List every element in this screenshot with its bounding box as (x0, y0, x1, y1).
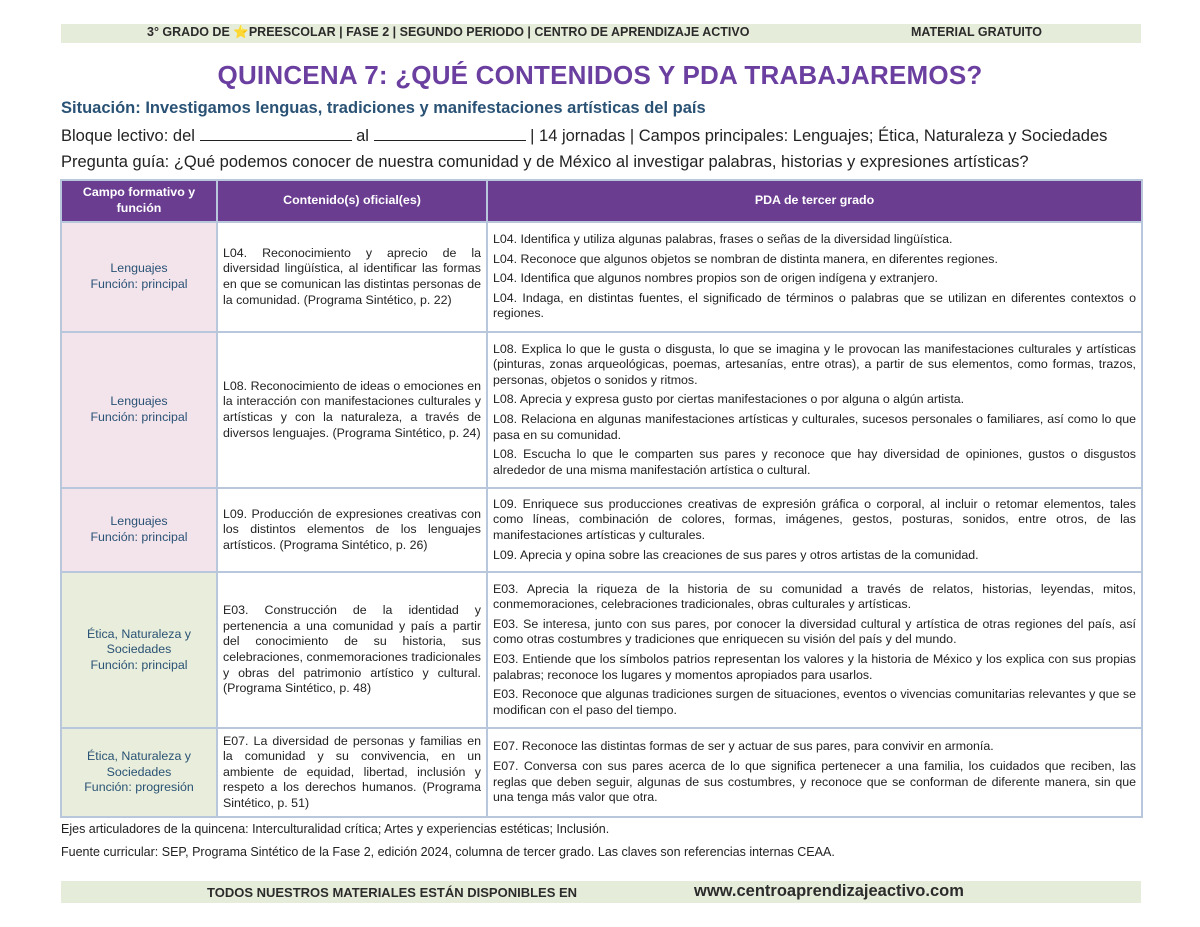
pda-item: E03. Entiende que los símbolos patrios representan los valores y la historia de México y los explica con sus propias palabras; reconoce los lugares y momentos apropiados para usarlos. (493, 652, 1136, 682)
contenido-cell: L04. Reconocimiento y aprecio de la diversidad lingüística, al identificar las formas en que se comunican las distintas personas de la comunidad. (Programa Sintético, p. 22) (217, 222, 487, 332)
pda-item: E03. Reconoce que algunas tradiciones surgen de situaciones, eventos o vivencias comunitarias relevantes y que se modifican con el paso del tiempo. (493, 687, 1136, 717)
phase-period-text: PREESCOLAR | FASE 2 | SEGUNDO PERIODO | CENTRO DE APRENDIZAJE ACTIVO (248, 25, 750, 39)
start-date-blank (200, 126, 352, 141)
pda-cell (487, 222, 1142, 332)
pda-item: L08. Explica lo que le gusta o disgusta, lo que se imagina y le provocan las manifestaciones culturales y artísticas (pinturas, zonas arqueológicas, poemas, artesanías, entre otras), a partir de sus elementos, como formas, trazos, personas, objetos o sonidos y ritmos. (493, 341, 1136, 387)
star-icon: ⭐ (233, 25, 249, 39)
pda-item: E03. Aprecia la riqueza de la historia de su comunidad a través de relatos, historias, leyendas, mitos, conmemoraciones, celebraciones tradicionales, obras culturales y artísticas. (493, 581, 1136, 612)
pda-item: L09. Aprecia y opina sobre las creaciones de sus pares y otros artistas de la comunidad. (493, 547, 979, 562)
contenido-cell: E03. Construcción de la identidad y pertenencia a una comunidad y país a partir del conocimiento de su historia, sus celebraciones, conmemoraciones tradicionales y obras del patrimonio artístico y cultural. (Programa Sintético, p. 48) (217, 572, 487, 728)
lesson-block-line (61, 126, 1107, 146)
free-material-label: MATERIAL GRATUITO (911, 25, 1043, 39)
pda-item: E03. Se interesa, junto con sus pares, por conocer la diversidad cultural y artística de otras regiones del país, así como otras costumbres y tradiciones que enriquecen su visión del país y del mundo. (493, 616, 1136, 647)
bottom-banner-text: TODOS NUESTROS MATERIALES ESTÁN DISPONIBLES EN (207, 885, 578, 900)
source-note: Fuente curricular: SEP, Programa Sintético de la Fase 2, edición 2024, columna de tercer grado. Las claves son referencias internas CEAA. (61, 845, 835, 859)
end-date-blank (374, 126, 526, 141)
ejes-note: Ejes articuladores de la quincena: Interculturalidad crítica; Artes y experiencias estéticas; Inclusión. (61, 822, 610, 836)
pda-item: L04. Reconoce que algunos objetos se nombran de distinta manera, en diferentes regiones. (493, 251, 998, 266)
campo-cell (61, 222, 217, 332)
top-banner-info (147, 25, 749, 40)
contenido-cell: L08. Reconocimiento de ideas o emociones en la interacción con manifestaciones culturales y artísticas y con la naturaleza, a través de diversos lenguajes. (Programa Sintético, p. 24) (217, 332, 487, 488)
block-prefix: Bloque lectivo: del (61, 127, 195, 145)
pda-item: L04. Identifica y utiliza algunas palabras, frases o señas de la diversidad lingüística. (493, 232, 953, 247)
pda-item: L04. Identifica que algunos nombres propios son de origen indígena y extranjero. (493, 271, 938, 286)
header-campo: Campo formativo y función (61, 180, 217, 222)
pda-cell (487, 332, 1142, 488)
pda-item: L08. Relaciona en algunas manifestaciones artísticas y culturales, sucesos personales o familiares, así como lo que pasa en su comunidad. (493, 412, 1136, 442)
pda-item: E07. Reconoce las distintas formas de ser y actuar de sus pares, para convivir en armonía. (493, 739, 994, 754)
block-middle: al (356, 127, 369, 145)
pda-item: L08. Aprecia y expresa gusto por ciertas manifestaciones o por alguna o algún artista. (493, 392, 965, 407)
campo-cell (61, 332, 217, 488)
campo-function: Función: principal (90, 657, 188, 672)
table-row (61, 488, 1142, 572)
pda-item: L09. Enriquece sus producciones creativas de expresión gráfica o corporal, al incluir o retomar elementos, tales como líneas, combinación de colores, formas, imágenes, gestos, posturas, sonidos, entre otros, de las manifestaciones artísticas y culturales. (493, 496, 1136, 542)
pda-cell (487, 728, 1142, 817)
campo-name: Ética, Naturaleza y Sociedades (87, 626, 191, 657)
pda-item: L04. Indaga, en distintas fuentes, el significado de términos o palabras que se utilizan en diferentes contextos o regiones. (493, 290, 1136, 321)
content-table (60, 179, 1143, 818)
header-pda: PDA de tercer grado (487, 180, 1142, 222)
table-row (61, 222, 1142, 332)
page-title: QUINCENA 7: ¿QUÉ CONTENIDOS Y PDA TRABAJAREMOS? (217, 60, 983, 90)
website-link[interactable]: www.centroaprendizajeactivo.com (694, 882, 964, 900)
pda-cell (487, 488, 1142, 572)
campo-function: Función: progresión (84, 780, 194, 795)
campo-name: Ética, Naturaleza y Sociedades (87, 749, 191, 779)
pda-item: E07. Conversa con sus pares acerca de lo que significa pertenecer a una familia, los cuidados que reciben, las reglas que deben seguir, algunas de sus costumbres, y reconoce que se conforman de diferente manera, sin que una tenga más valor que otra. (493, 758, 1136, 805)
pda-cell (487, 572, 1142, 728)
bottom-banner (61, 881, 1141, 903)
grade-text: 3° GRADO DE (147, 25, 234, 39)
campo-cell (61, 728, 217, 817)
pda-item: L08. Escucha lo que le comparten sus pares y reconoce que hay diversidad de opiniones, gustos o disgustos alrededor de una misma manifestación artística o cultural. (493, 447, 1136, 477)
contenido-cell: L09. Producción de expresiones creativas con los distintos elementos de los lenguajes artísticos. (Programa Sintético, p. 26) (217, 488, 487, 572)
campo-cell (61, 572, 217, 728)
campo-function: Función: principal (90, 277, 188, 291)
campo-name: Lenguajes (110, 394, 168, 409)
table-row (61, 332, 1142, 488)
top-banner (61, 24, 1141, 43)
table-header-row (61, 180, 1142, 222)
campo-name: Lenguajes (110, 261, 168, 276)
situation-line: Situación: Investigamos lenguas, tradiciones y manifestaciones artísticas del país (61, 99, 706, 117)
table-row (61, 572, 1142, 728)
campo-name: Lenguajes (110, 514, 168, 529)
header-contenido: Contenido(s) oficial(es) (217, 180, 487, 222)
table-row (61, 728, 1142, 817)
block-suffix: | 14 jornadas | Campos principales: Lenguajes; Ética, Naturaleza y Sociedades (530, 127, 1108, 145)
campo-function: Función: principal (90, 530, 188, 544)
guiding-question: Pregunta guía: ¿Qué podemos conocer de nuestra comunidad y de México al investigar palabras, historias y expresiones artísticas? (61, 153, 1029, 171)
campo-function: Función: principal (90, 410, 188, 424)
campo-cell (61, 488, 217, 572)
contenido-cell: E07. La diversidad de personas y familias en la comunidad y su convivencia, en un ambiente de equidad, libertad, inclusión y respeto a los derechos humanos. (Programa Sintético, p. 51) (217, 728, 487, 817)
